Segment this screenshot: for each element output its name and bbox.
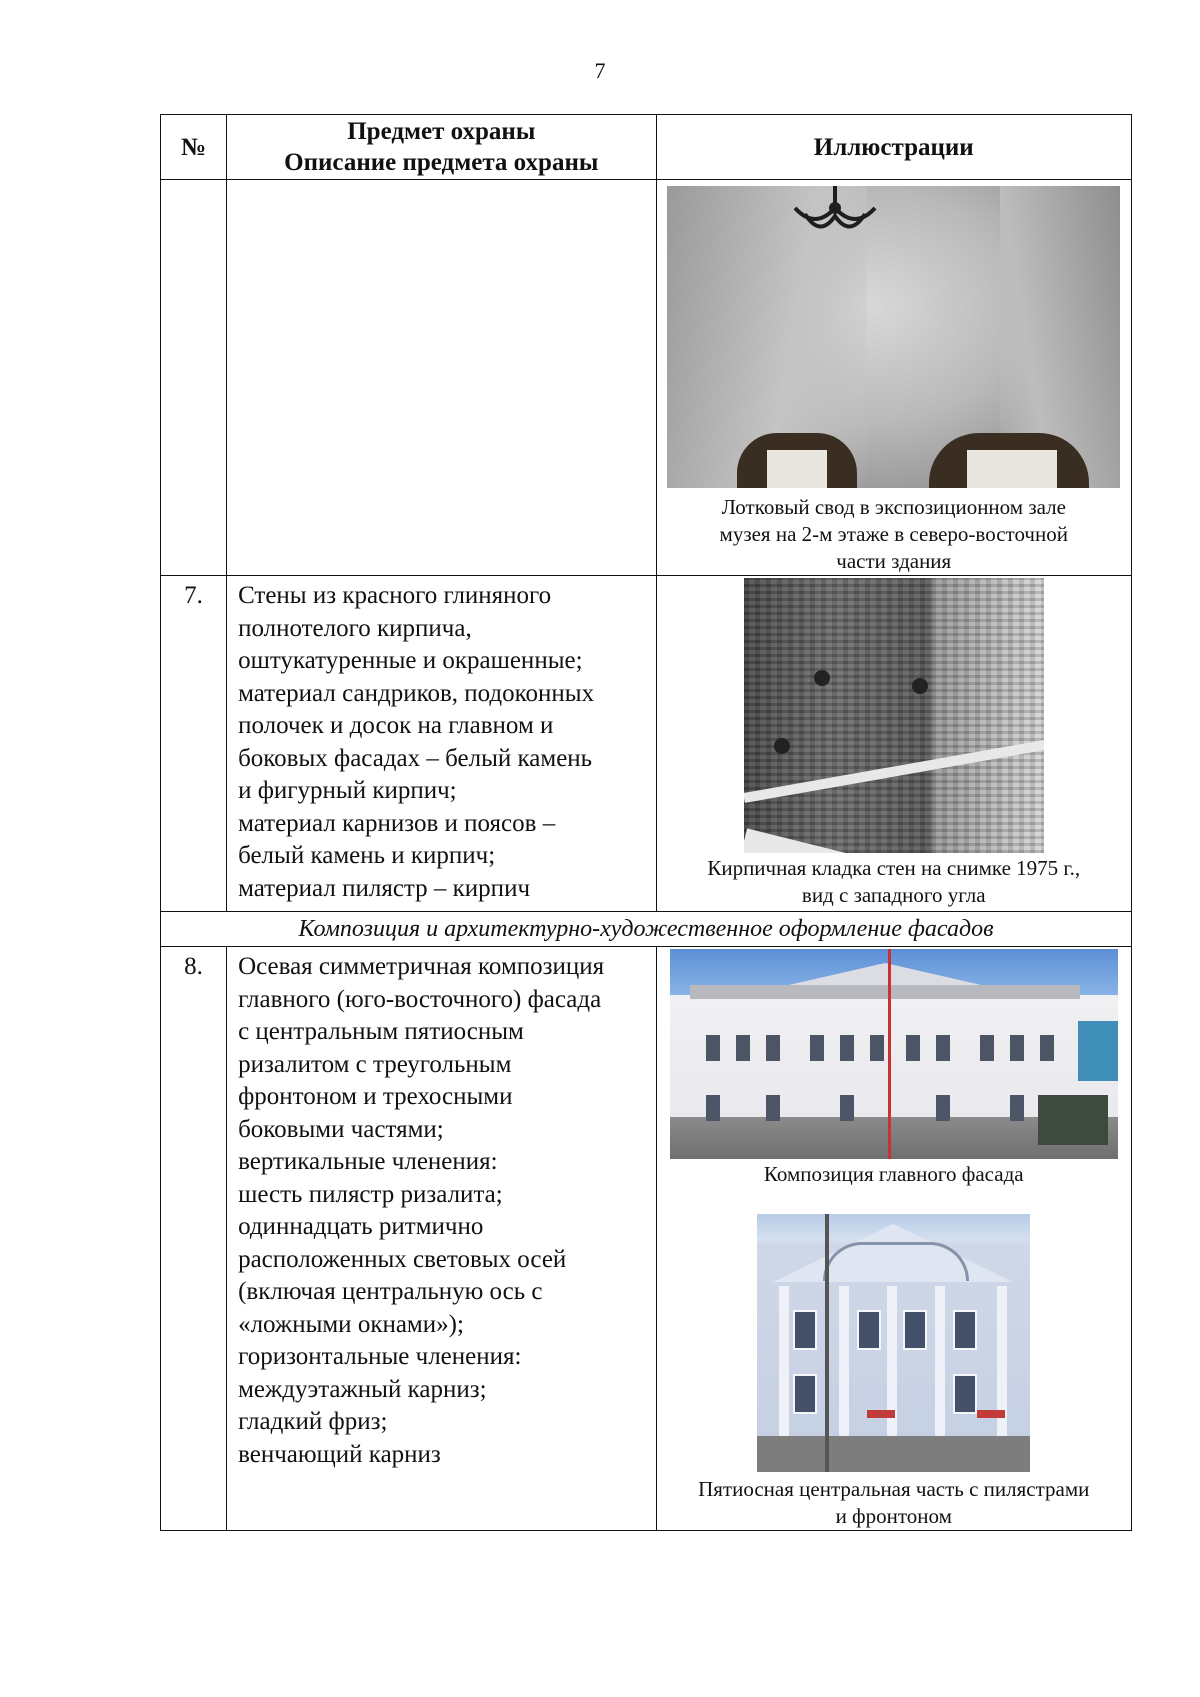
desc-line: оштукатуренные и окрашенные; xyxy=(238,647,583,674)
cell-facade-illustrations xyxy=(656,947,1132,1531)
caption-main-facade: Композиция главного фасада xyxy=(763,1162,1024,1186)
header-illustrations: Иллюстрации xyxy=(656,115,1132,180)
desc-line: полочек и досок на главном и xyxy=(238,712,554,739)
desc-line: фронтоном и трехосными xyxy=(238,1083,513,1110)
header-subject xyxy=(227,115,656,180)
desc-line: междуэтажный карниз; xyxy=(238,1375,487,1403)
desc-line: с центральным пятиосным xyxy=(238,1018,524,1045)
desc-line: (включая центральную ось с xyxy=(238,1278,543,1305)
desc-line: вертикальные членения: xyxy=(238,1148,498,1175)
caption-vault xyxy=(657,494,1132,575)
cell-empty-desc xyxy=(227,180,656,576)
heritage-table xyxy=(160,114,1132,1531)
desc-line: горизонтальные членения: xyxy=(238,1343,522,1370)
desc-line: Осевая симметричная композиция xyxy=(238,953,605,980)
desc-line: расположенных световых осей xyxy=(238,1245,567,1273)
desc-line: полнотелого кирпича, xyxy=(238,614,472,642)
table-row-7 xyxy=(161,576,1132,912)
desc-line: ризалитом с треугольным xyxy=(238,1050,512,1078)
table-row-continuation xyxy=(161,180,1132,576)
row-7-description xyxy=(227,576,656,912)
header-subject-line2: Описание предмета охраны xyxy=(284,149,599,176)
main-facade-photo xyxy=(670,949,1118,1159)
vault-photo xyxy=(667,186,1120,488)
desc-line: боковых фасадах – белый камень xyxy=(238,744,593,772)
desc-line: боковыми частями; xyxy=(238,1115,444,1143)
caption-line: музея на 2-м этаже в северо-восточной xyxy=(719,522,1068,546)
caption-brick xyxy=(657,855,1132,909)
table-header-row xyxy=(161,115,1132,180)
caption-line: вид с западного угла xyxy=(801,883,986,907)
cell-brick-illustration xyxy=(656,576,1132,912)
caption-line: Кирпичная кладка стен на снимке 1975 г., xyxy=(707,856,1081,880)
chandelier-image xyxy=(785,186,885,238)
page-number: 7 xyxy=(594,58,606,83)
caption-line: Лотковый свод в экспозиционном зале xyxy=(721,495,1066,519)
row-8-description xyxy=(227,947,656,1531)
row-number-7: 7. xyxy=(161,576,227,912)
desc-line: одиннадцать ритмично xyxy=(238,1213,484,1240)
desc-line: шесть пилястр ризалита; xyxy=(238,1180,503,1208)
desc-line: материал карнизов и поясов – xyxy=(238,809,556,837)
caption-central-part xyxy=(657,1476,1132,1530)
caption-line: части здания xyxy=(836,549,952,573)
cell-empty-num xyxy=(161,180,227,576)
desc-line: и фигурный кирпич; xyxy=(238,777,457,804)
desc-line: венчающий карниз xyxy=(238,1440,441,1468)
section-heading-row xyxy=(161,912,1132,947)
desc-line: материал сандриков, подоконных xyxy=(238,679,595,707)
desc-line: материал пилястр – кирпич xyxy=(238,874,531,902)
brick-wall-photo xyxy=(744,578,1044,853)
row-number-8: 8. xyxy=(161,947,227,1531)
section-heading: Композиция и архитектурно-художественное оформление фасадов xyxy=(161,912,1132,947)
caption-line: Пятиосная центральная часть с пилястрами xyxy=(698,1477,1090,1501)
desc-line: главного (юго-восточного) фасада xyxy=(238,985,602,1013)
header-number: № xyxy=(161,115,227,180)
header-subject-line1: Предмет охраны xyxy=(347,118,536,145)
desc-line: белый камень и кирпич; xyxy=(238,842,496,869)
desc-line: Стены из красного глиняного xyxy=(238,582,552,609)
cell-vault-illustration xyxy=(656,180,1132,576)
caption-line: и фронтоном xyxy=(835,1504,952,1528)
desc-line: гладкий фриз; xyxy=(238,1408,388,1435)
central-part-photo xyxy=(757,1214,1030,1472)
desc-line: «ложными окнами»); xyxy=(238,1310,464,1338)
table-row-8 xyxy=(161,947,1132,1531)
